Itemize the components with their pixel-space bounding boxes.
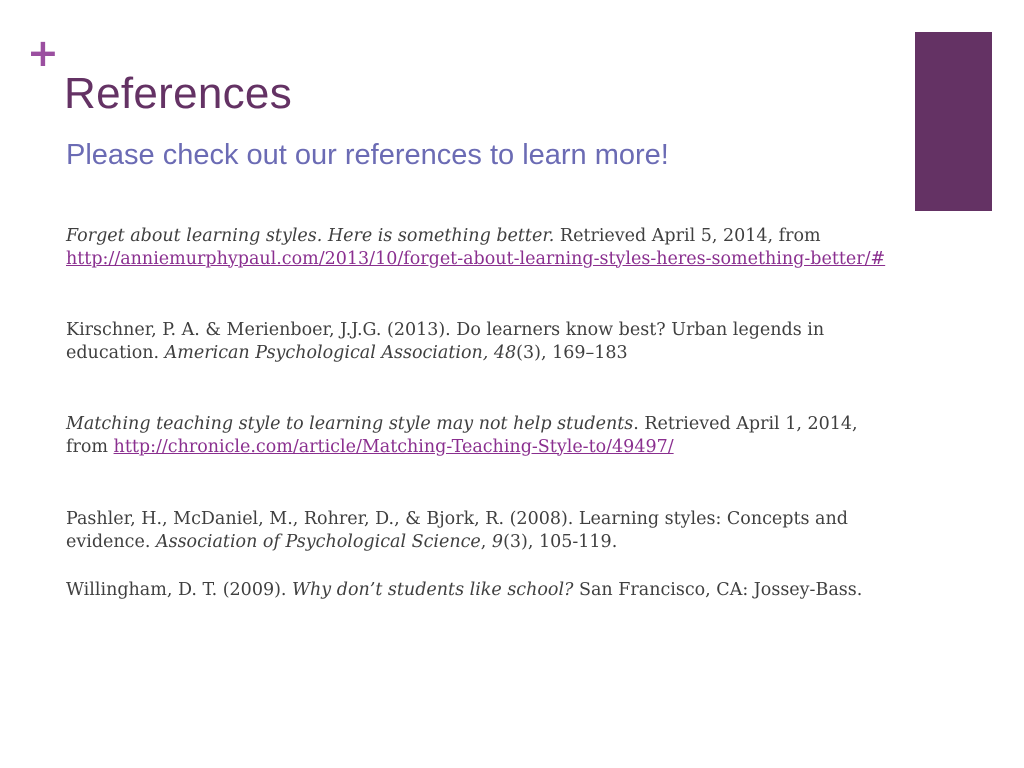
reference-journal: American Psychological Association, 48 xyxy=(164,342,517,363)
reference-pages: (3), 169–183 xyxy=(516,342,628,363)
reference-willingham xyxy=(66,579,896,602)
reference-text: . Retrieved April 1, 2014, from xyxy=(66,414,858,457)
reference-link[interactable]: http://chronicle.com/article/Matching-Teaching-Style-to/49497/ xyxy=(113,436,674,457)
reference-text: Kirschner, P. A. & Merienboer, J.J.G. (2013). Do learners know best? Urban legends in education. xyxy=(66,320,825,363)
reference-volume: 9 xyxy=(491,531,504,552)
plus-mark: + xyxy=(27,31,59,75)
reference-pages: (3), 105-119. xyxy=(503,531,618,552)
reference-title: Why don’t students like school? xyxy=(292,580,574,600)
reference-text: Pashler, H., McDaniel, M., Rohrer, D., & Bjork, R. (2008). Learning styles: Concepts and evidence. xyxy=(66,509,848,552)
reference-publisher: San Francisco, CA: Jossey-Bass. xyxy=(573,580,863,600)
reference-paul-learning-styles xyxy=(66,225,896,270)
reference-text: Retrieved April 5, 2014, from xyxy=(554,226,821,246)
reference-title: Forget about learning styles. Here is something better. xyxy=(66,226,555,246)
reference-pashler xyxy=(66,508,896,553)
reference-chronicle-matching xyxy=(66,413,896,458)
reference-kirschner xyxy=(66,319,896,364)
reference-journal: Association of Psychological Science xyxy=(155,531,481,552)
slide-subtitle: Please check out our references to learn more! xyxy=(66,139,669,171)
reference-title: Matching teaching style to learning style may not help students xyxy=(66,414,634,434)
accent-bar xyxy=(915,32,992,211)
reference-separator: , xyxy=(480,531,492,552)
reference-text: Willingham, D. T. (2009). xyxy=(66,580,293,600)
slide-title: References xyxy=(64,69,293,118)
reference-link[interactable]: http://anniemurphypaul.com/2013/10/forget-about-learning-styles-heres-something-better/# xyxy=(66,248,886,269)
